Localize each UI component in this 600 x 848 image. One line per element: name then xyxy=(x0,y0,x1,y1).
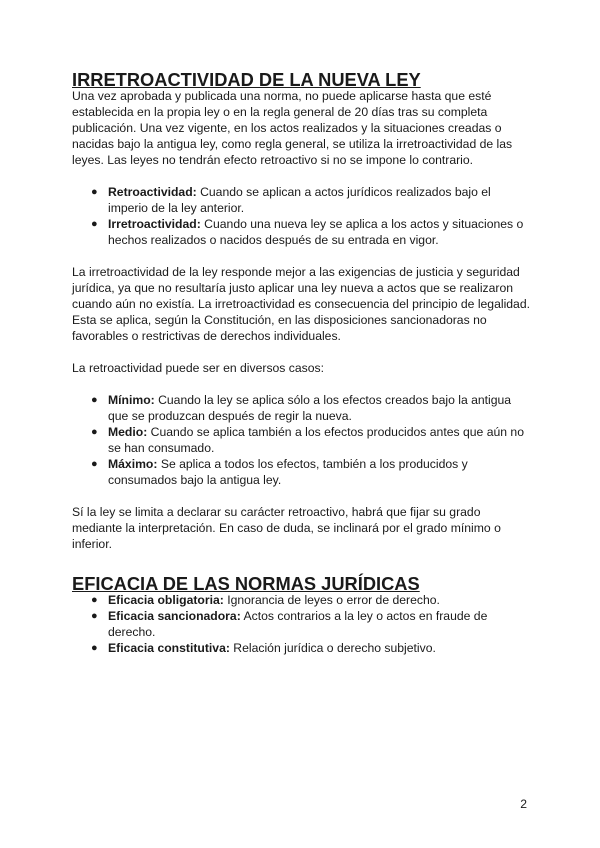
bullet-icon: ● xyxy=(91,426,98,438)
case-term: Medio: xyxy=(108,425,148,439)
list-item xyxy=(72,424,532,456)
list-item xyxy=(72,592,532,608)
bullet-icon: ● xyxy=(91,186,98,198)
eficacia-term: Eficacia sancionadora: xyxy=(108,609,241,623)
bullet-icon: ● xyxy=(91,458,98,470)
eficacia-text: Ignorancia de leyes o error de derecho. xyxy=(223,593,440,607)
bullet-icon: ● xyxy=(91,594,98,606)
definition-term: Irretroactividad: xyxy=(108,217,201,231)
bullet-icon: ● xyxy=(91,610,98,622)
case-term: Máximo: xyxy=(108,457,158,471)
page-number: 2 xyxy=(520,797,527,811)
closing-paragraph: Sí la ley se limita a declarar su carácter retroactivo, habrá que fijar su grado mediante la interpretación. En caso de duda, se inclinará por el grado mínimo o inferior. xyxy=(72,505,501,551)
eficacia-text: Actos contrarios a la ley o actos en fraude de derecho. xyxy=(108,609,488,639)
cases-list xyxy=(72,392,532,488)
bullet-icon: ● xyxy=(91,642,98,654)
list-item xyxy=(72,184,532,216)
list-item xyxy=(72,392,532,424)
eficacia-list xyxy=(72,592,532,656)
cases-intro-paragraph: La retroactividad puede ser en diversos casos: xyxy=(72,361,325,375)
section-eficacia xyxy=(72,573,532,656)
list-item xyxy=(72,456,532,488)
document-page xyxy=(72,69,532,656)
explanation-paragraph: La irretroactividad de la ley responde mejor a las exigencias de justicia y seguridad jurídica, ya que no resultaría justo aplicar una ley nueva a actos que se realizaron cuando aún no existía. La irretroactividad es consecuencia del principio de legalidad. Esta se aplica, según la Constitución, en las disposiciones sancionadoras no favorables o restrictivas de derechos individuales. xyxy=(72,265,531,343)
case-text: Cuando la ley se aplica sólo a los efectos creados bajo la antigua que se produzcan después de regir la nueva. xyxy=(108,393,512,423)
case-text: Se aplica a todos los efectos, también a los producidos y consumados bajo la antigua ley. xyxy=(108,457,468,487)
definitions-list xyxy=(72,184,532,248)
intro-paragraph: Una vez aprobada y publicada una norma, no puede aplicarse hasta que esté establecida en la propia ley o en la regla general de 20 días tras su completa publicación. Una vez vigente, en los actos realizados y la situaciones creadas o nacidas bajo la antigua ley, como regla general, se utiliza la irretroactividad de las leyes. Las leyes no tendrán efecto retroactivo si no se impone lo contrario. xyxy=(72,89,513,167)
list-item xyxy=(72,608,532,640)
definition-text: Cuando una nueva ley se aplica a los actos y situaciones o hechos realizados o nacidos después de su entrada en vigor. xyxy=(108,217,524,247)
eficacia-term: Eficacia constitutiva: xyxy=(108,641,230,655)
list-item xyxy=(72,640,532,656)
bullet-icon: ● xyxy=(91,394,98,406)
eficacia-term: Eficacia obligatoria: xyxy=(108,593,224,607)
section-heading-irretroactividad: IRRETROACTIVIDAD DE LA NUEVA LEY xyxy=(72,69,421,90)
case-text: Cuando se aplica también a los efectos producidos antes que aún no se han consumado. xyxy=(108,425,524,455)
definition-text: Cuando se aplican a actos jurídicos realizados bajo el imperio de la ley anterior. xyxy=(108,185,491,215)
case-term: Mínimo: xyxy=(108,393,155,407)
section-heading-eficacia: EFICACIA DE LAS NORMAS JURÍDICAS xyxy=(72,573,420,594)
eficacia-text: Relación jurídica o derecho subjetivo. xyxy=(229,641,436,655)
list-item xyxy=(72,216,532,248)
bullet-icon: ● xyxy=(91,218,98,230)
definition-term: Retroactividad: xyxy=(108,185,197,199)
